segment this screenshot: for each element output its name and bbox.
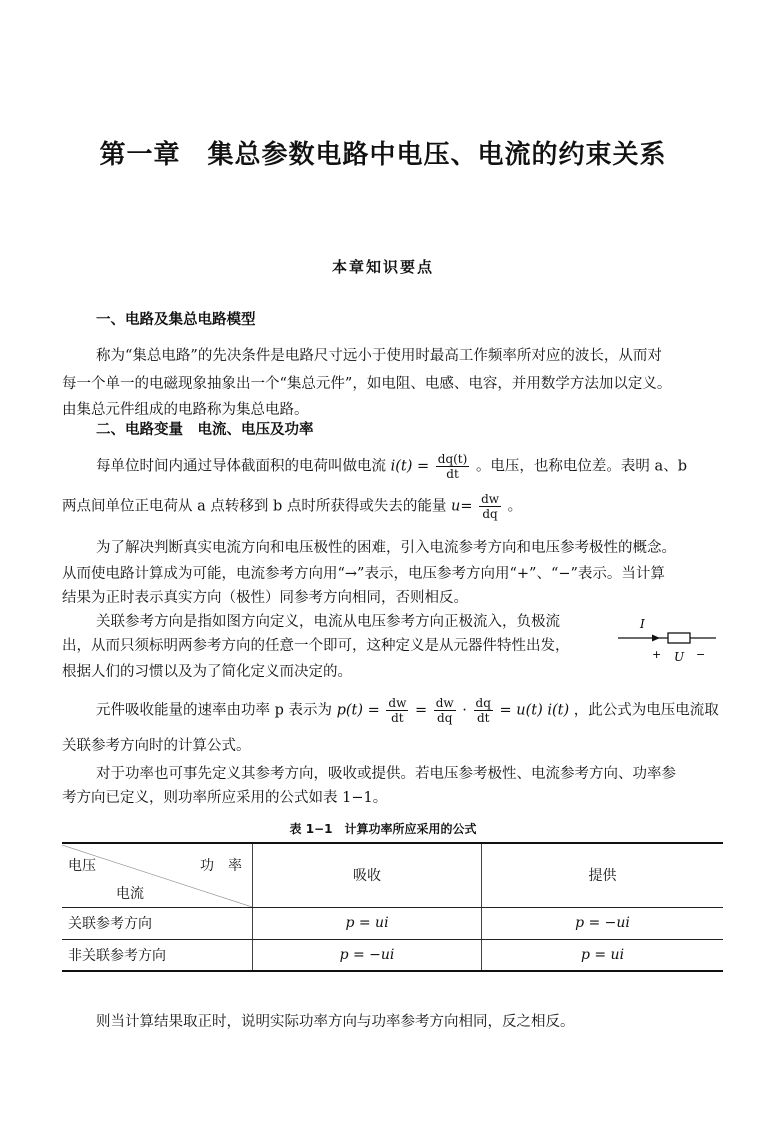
current-fraction-den: dt xyxy=(446,467,459,481)
voltage-fraction-den: dq xyxy=(482,507,498,521)
power-fraction-3-den: dt xyxy=(476,711,490,725)
current-fraction xyxy=(436,452,470,481)
voltage-text-b: 。 xyxy=(507,498,523,515)
reference-line3: 结果为正时表示真实方向（极性）同参考方向相同，否则相反。 xyxy=(62,590,468,606)
voltage-fraction xyxy=(479,492,501,521)
diagram-plus-label: + xyxy=(652,648,662,661)
current-fraction-num: dq(t) xyxy=(437,452,468,466)
table-cell-absorb: p = ui xyxy=(253,907,482,939)
voltage-fraction-num: dw xyxy=(481,492,500,506)
corner-current-label: 电流 xyxy=(116,886,144,903)
power-fraction-1-num: dw xyxy=(388,696,407,710)
power-text-b: ，此公式为电压电流取 xyxy=(573,702,719,719)
diagram-voltage-label: U xyxy=(674,650,685,664)
power-dot: · xyxy=(462,702,467,719)
table-cell-supply: p = −ui xyxy=(482,907,724,939)
power-fraction-2-den: dq xyxy=(437,711,453,725)
power-fraction-1-den: dt xyxy=(391,711,404,725)
voltage-formula-lhs: u= xyxy=(450,498,473,515)
corner-power-label: 功 率 xyxy=(200,858,242,875)
voltage-definition-line xyxy=(62,492,522,521)
diagram-minus-label: − xyxy=(696,648,706,661)
associated-line1: 关联参考方向是指如图方向定义，电流从电压参考方向正极流入，负极流 xyxy=(96,614,560,630)
power-fraction-2-num: dw xyxy=(435,696,454,710)
current-text-b: 。电压，也称电位差。表明 a、b xyxy=(475,458,687,475)
associated-line3: 根据人们的习惯以及为了简化定义而决定的。 xyxy=(62,664,352,680)
associated-line2: 出，从而只须标明两参考方向的任意一个即可，这种定义是从元器件特性出发， xyxy=(62,638,570,654)
power-fraction-3-num: dq xyxy=(475,696,491,710)
power-definition-line xyxy=(96,696,719,725)
resistor-icon xyxy=(668,633,690,643)
corner-voltage-label: 电压 xyxy=(68,858,96,875)
table-row-label: 非关联参考方向 xyxy=(62,939,253,971)
power-definition-line2: 关联参考方向时的计算公式。 xyxy=(62,738,251,754)
chapter-title: 第一章 集总参数电路中电压、电流的约束关系 xyxy=(99,140,667,170)
table-row xyxy=(62,939,723,971)
power-formula-lhs: p(t) = xyxy=(336,702,380,719)
supply-line2: 考方向已定义，则功率所应采用的公式如表 1−1。 xyxy=(62,790,388,806)
power-equals: = xyxy=(414,702,428,719)
current-formula-lhs: i(t) = xyxy=(390,458,430,475)
table-header-absorb: 吸收 xyxy=(253,843,482,907)
table-corner-cell xyxy=(62,843,253,907)
sec1-line3: 由集总元件组成的电路称为集总电路。 xyxy=(62,402,309,418)
section-heading: 本章知识要点 xyxy=(331,258,434,276)
table-corner-diagonal xyxy=(62,845,252,905)
power-fraction-3 xyxy=(474,696,493,725)
power-formula-rhs: = u(t) i(t) xyxy=(499,702,570,719)
supply-line1: 对于功率也可事先定义其参考方向，吸收或提供。若电压参考极性、电流参考方向、功率参 xyxy=(96,766,676,782)
diagram-current-label: I xyxy=(640,617,645,631)
current-text-a: 每单位时间内通过导体截面积的电荷叫做电流 xyxy=(96,458,386,475)
section2-heading: 二、电路变量 电流、电压及功率 xyxy=(96,422,314,438)
table-row-label: 关联参考方向 xyxy=(62,907,253,939)
conclusion-line: 则当计算结果取正时，说明实际功率方向与功率参考方向相同，反之相反。 xyxy=(96,1014,575,1030)
power-fraction-2 xyxy=(434,696,456,725)
power-fraction-1 xyxy=(386,696,408,725)
table-cell-supply: p = ui xyxy=(482,939,724,971)
table-cell-absorb: p = −ui xyxy=(253,939,482,971)
sec1-line2: 每一个单一的电磁现象抽象出一个“集总元件”，如电阻、电感、电容，并用数学方法加以定义。 xyxy=(62,376,672,392)
table-caption: 表 1−1 计算功率所应采用的公式 xyxy=(289,822,477,836)
section1-heading: 一、电路及集总电路模型 xyxy=(96,312,256,328)
reference-direction-diagram xyxy=(612,614,722,670)
current-arrow-icon xyxy=(652,635,660,642)
table-header-row xyxy=(62,843,723,907)
reference-line1: 为了解决判断真实电流方向和电压极性的困难，引入电流参考方向和电压参考极性的概念。 xyxy=(96,540,676,556)
sec1-line1: 称为“集总电路”的先决条件是电路尺寸远小于使用时最高工作频率所对应的波长，从而对 xyxy=(96,348,662,364)
power-formula-table xyxy=(62,842,723,972)
current-definition-line xyxy=(96,452,687,481)
table-row xyxy=(62,907,723,939)
voltage-text-a: 两点间单位正电荷从 a 点转移到 b 点时所获得或失去的能量 xyxy=(62,498,447,515)
power-text-a: 元件吸收能量的速率由功率 p 表示为 xyxy=(96,702,332,719)
table-header-supply: 提供 xyxy=(482,843,724,907)
reference-line2: 从而使电路计算成为可能，电流参考方向用“→”表示，电压参考方向用“+”、“−”表示。当计算 xyxy=(62,566,665,582)
